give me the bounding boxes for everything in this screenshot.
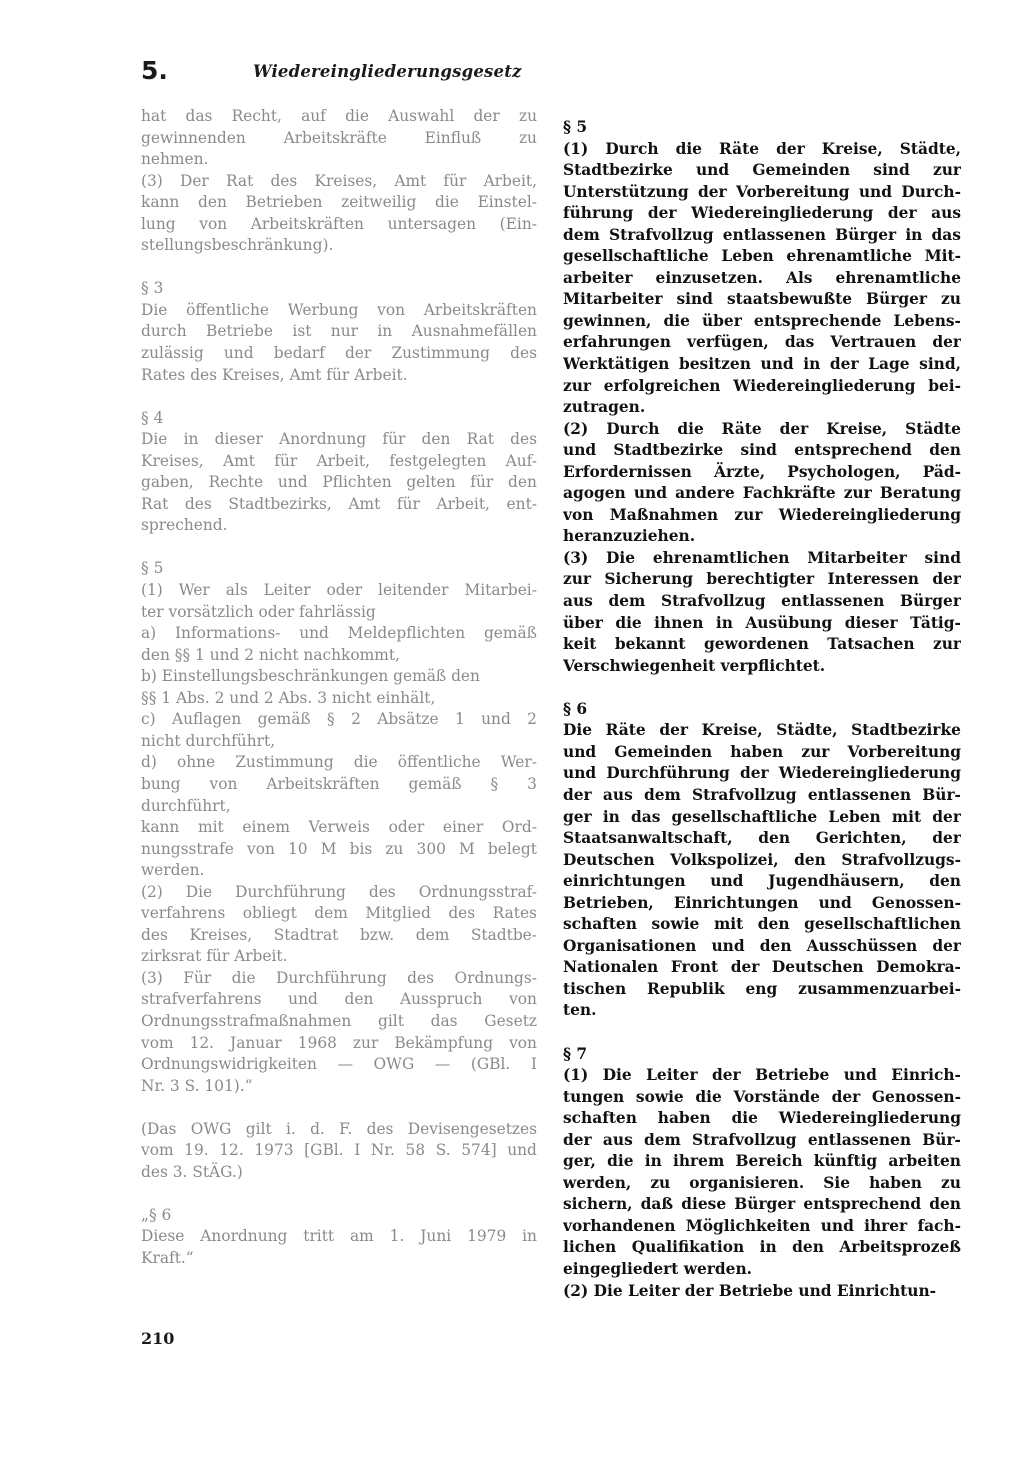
text-line: Staatsanwaltschaft, den Gerichten, der [563,829,961,848]
text-line: (3) Der Rat des Kreises, Amt für Arbeit, [141,171,537,190]
text-line: bung von Arbeitskräften gemäß § 3 [141,774,537,793]
text-line: vorhandenen Möglichkeiten und ihrer fach- [563,1216,961,1235]
text-line: werden. [141,861,205,880]
blank-line [141,386,537,408]
text-line: Die Räte der Kreise, Städte, Stadtbezirke [563,721,961,740]
text-line: Ordnungswidrigkeiten — OWG — (GBl. I [141,1055,537,1074]
text-line: vom 19. 12. 1973 [GBl. I Nr. 58 S. 574] und [141,1141,537,1160]
right-column [563,117,961,1302]
text-line: einrichtungen und Jugendhäusern, den [563,872,961,891]
text-line: werden, zu organisieren. Sie haben zu [563,1173,961,1192]
text-line: und Stadtbezirke sind entsprechend den [563,441,961,460]
text-line: sprechend. [141,516,228,535]
running-header [141,56,561,90]
text-line: Rates des Kreises, Amt für Arbeit. [141,365,408,384]
text-line: keit bekannt gewordenen Tatsachen zur [563,635,961,654]
chapter-title: Wiedereingliederungsgesetz [253,62,522,81]
text-line: gaben, Rechte und Pflichten gelten für den [141,473,537,492]
left-column [141,106,537,1270]
blank-line [563,1022,961,1044]
text-line: dem Strafvollzug entlassenen Bürger in das [563,225,961,244]
text-line: nicht durchführt, [141,731,276,750]
text-line: vom 12. Januar 1968 zur Bekämpfung von [141,1033,537,1052]
section-heading: § 5 [563,118,588,136]
text-line: (2) Durch die Räte der Kreise, Städte [563,419,961,438]
text-line: der aus dem Strafvollzug entlassenen Bür- [563,785,961,804]
text-line: gewinnenden Arbeitskräfte Einfluß zu [141,128,537,147]
text-line: Rat des Stadtbezirks, Amt für Arbeit, ent- [141,494,537,513]
text-line: heranzuziehen. [563,527,696,546]
text-line: zutragen. [563,398,646,417]
page-number: 210 [141,1329,175,1348]
text-line: Verschwiegenheit verpflichtet. [563,656,826,675]
text-line: (1) Die Leiter der Betriebe und Einrich- [563,1066,961,1085]
text-line: und Durchführung der Wiedereingliederung [563,764,961,783]
text-line: des 3. StÄG.) [141,1162,243,1181]
text-line: schaften sowie mit den gesellschaftlichen [563,915,961,934]
section-heading: „§ 6 [141,1205,172,1224]
section-heading: § 5 [141,559,164,578]
text-line: (3) Für die Durchführung des Ordnungs- [141,968,537,987]
blank-line [563,677,961,699]
text-line: a) Informations- und Meldepflichten gemäß [141,624,537,643]
text-line: d) ohne Zustimmung die öffentliche Wer- [141,753,537,772]
text-line: strafverfahrens und den Ausspruch von [141,990,537,1009]
text-line: von Maßnahmen zur Wiedereingliederung [563,505,961,524]
text-line: führung der Wiedereingliederung der aus [563,204,961,223]
text-line: zulässig und bedarf der Zustimmung des [141,344,537,363]
text-line: den §§ 1 und 2 nicht nachkommt, [141,645,400,664]
text-line: Betrieben, Einrichtungen und Genossen- [563,893,961,912]
text-line: Kreises, Amt für Arbeit, festgelegten Auf- [141,451,537,470]
text-line: Diese Anordnung tritt am 1. Juni 1979 in [141,1227,537,1246]
text-line: durchführt, [141,796,231,815]
text-line: des Kreises, Stadtrat bzw. dem Stadtbe- [141,925,537,944]
text-line: Erfordernissen Ärzte, Psychologen, Päd- [563,462,961,481]
text-line: (2) Die Durchführung des Ordnungsstraf- [141,882,537,901]
text-line: Nationalen Front der Deutschen Demokra- [563,958,961,977]
text-line: Stadtbezirke und Gemeinden sind zur [563,161,961,180]
text-line: eingegliedert werden. [563,1259,753,1278]
text-line: (2) Die Leiter der Betriebe und Einrichtun- [563,1281,937,1300]
text-line: c) Auflagen gemäß § 2 Absätze 1 und 2 [141,710,537,729]
text-line: kann mit einem Verweis oder einer Ord- [141,818,537,837]
text-line: über die ihnen in Ausübung dieser Tätig- [563,613,961,632]
text-line: kann den Betrieben zeitweilig die Einstel- [141,193,537,212]
text-line: gewinnen, die über entsprechende Lebens- [563,311,961,330]
text-line: Werktätigen besitzen und in der Lage sind, [563,355,961,374]
section-heading: § 4 [141,408,164,427]
text-line: Nr. 3 S. 101).“ [141,1076,253,1095]
text-line: aus dem Strafvollzug entlassenen Bürger [563,592,961,611]
text-line: Kraft.“ [141,1248,194,1267]
text-line: zur erfolgreichen Wiedereingliederung bei- [563,376,961,395]
text-line: ger in das gesellschaftliche Leben mit der [563,807,961,826]
chapter-number: 5. [141,56,168,85]
text-line: §§ 1 Abs. 2 und 2 Abs. 3 nicht einhält, [141,688,436,707]
text-line: nehmen. [141,150,209,169]
blank-line [141,537,537,559]
blank-line [141,1097,537,1119]
text-line: ger, die in ihrem Bereich künftig arbeiten [563,1152,961,1171]
text-line: Organisationen und den Ausschüssen der [563,936,961,955]
blank-line [141,1183,537,1205]
text-line: tungen sowie die Vorstände der Genossen- [563,1087,961,1106]
text-line: agogen und andere Fachkräfte zur Beratung [563,484,961,503]
section-heading: § 7 [563,1044,588,1063]
text-line: lung von Arbeitskräften untersagen (Ein- [141,214,537,233]
text-line: und Gemeinden haben zur Vorbereitung [563,742,961,761]
text-line: durch Betriebe ist nur in Ausnahmefällen [141,322,537,341]
text-line: nungsstrafe von 10 M bis zu 300 M belegt [141,839,537,858]
text-line: tischen Republik eng zusammenzuarbei- [563,979,961,998]
text-line: Unterstützung der Vorbereitung und Durch- [563,182,961,201]
text-line: (1) Durch die Räte der Kreise, Städte, [563,139,961,158]
text-line: gesellschaftliche Leben ehrenamtliche Mit- [563,247,961,266]
section-heading: § 3 [141,279,164,298]
text-line: schaften haben die Wiedereingliederung [563,1109,961,1128]
text-line: ten. [563,1001,597,1020]
text-line: hat das Recht, auf die Auswahl der zu [141,107,537,125]
text-line: Die öffentliche Werbung von Arbeitskräften [141,300,537,319]
text-line: zirksrat für Arbeit. [141,947,288,966]
text-line: sichern, daß diese Bürger entsprechend den [563,1195,961,1214]
text-line: ter vorsätzlich oder fahrlässig [141,602,376,621]
text-line: (Das OWG gilt i. d. F. des Devisengesetzes [141,1119,537,1138]
text-line: (1) Wer als Leiter oder leitender Mitarbei- [141,581,537,600]
text-line: erfahrungen verfügen, das Vertrauen der [563,333,961,352]
text-line: stellungsbeschränkung). [141,236,334,255]
text-line: b) Einstellungsbeschränkungen gemäß den [141,667,480,686]
text-line: Ordnungsstrafmaßnahmen gilt das Gesetz [141,1011,537,1030]
text-line: der aus dem Strafvollzug entlassenen Bür- [563,1130,961,1149]
text-line: arbeiter einzusetzen. Als ehrenamtliche [563,268,961,287]
text-line: lichen Qualifikation in den Arbeitsprozeß [563,1238,961,1257]
section-heading: § 6 [563,699,588,718]
text-line: (3) Die ehrenamtlichen Mitarbeiter sind [563,548,961,567]
text-line: Mitarbeiter sind staatsbewußte Bürger zu [563,290,961,309]
text-line: Deutschen Volkspolizei, den Strafvollzugs- [563,850,961,869]
blank-line [141,257,537,279]
text-line: zur Sicherung berechtigter Interessen der [563,570,961,589]
text-line: Die in dieser Anordnung für den Rat des [141,430,537,449]
text-line: verfahrens obliegt dem Mitglied des Rates [141,904,537,923]
